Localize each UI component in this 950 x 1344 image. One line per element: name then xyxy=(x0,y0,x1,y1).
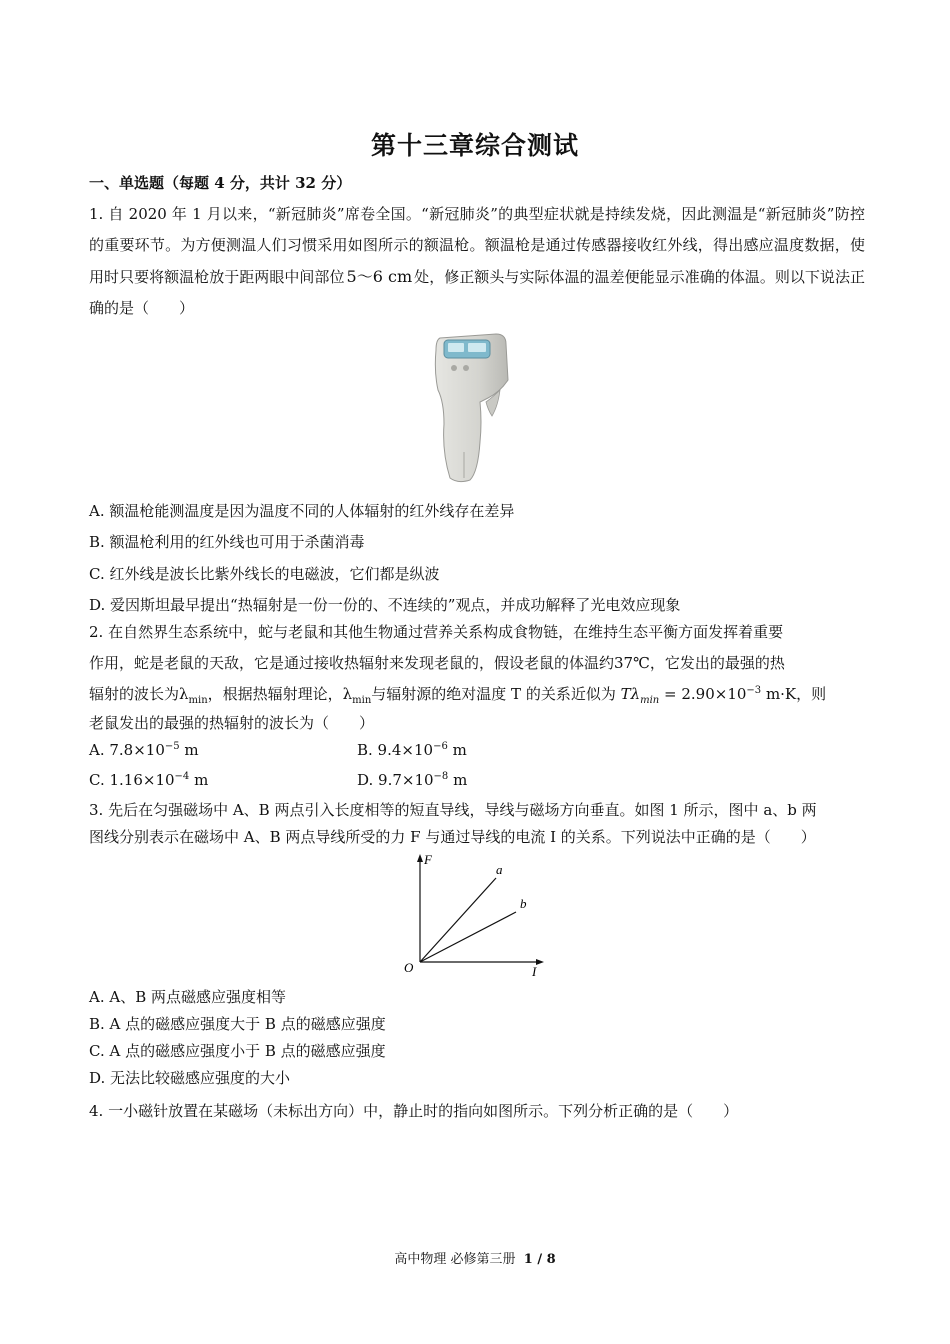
q2-line-2: 作用，蛇是老鼠的天敌，它是通过接收热辐射来发现老鼠的，假设老鼠的体温约37℃，它发出的最强的热 xyxy=(89,654,785,672)
q3-option-b: B. A 点的磁感应强度大于 B 点的磁感应强度 xyxy=(89,1015,386,1033)
q1-option-a: A. 额温枪能测温度是因为温度不同的人体辐射的红外线存在差异 xyxy=(89,502,515,520)
q2-line-4: 老鼠发出的最强的热辐射的波长为（ ） xyxy=(89,714,375,732)
q2-option-c: C. $1.16\times 10^{-4}$ m xyxy=(89,771,209,789)
q3-line-2: 图线分别表示在磁场中 A、B 两点导线所受的力 F 与通过导线的电流 I 的关系。下列说法中正确的是（ ） xyxy=(89,828,816,846)
q2-option-a: A. $7.8\times 10^{-5}$ m xyxy=(89,741,199,759)
q2-option-d: D. $9.7\times 10^{-8}$ m xyxy=(357,771,468,789)
y-axis-label: F xyxy=(424,852,432,867)
distance-value: 5～6 cm xyxy=(346,267,413,286)
q4-text: 4. 一小磁针放置在某磁场（未标出方向）中，静止时的指向如图所示。下列分析正确的是（ ） xyxy=(89,1102,739,1120)
q3-option-a: A. A、B 两点磁感应强度相等 xyxy=(89,988,286,1006)
q2-option-b: B. $9.4\times 10^{-6}$ m xyxy=(357,741,467,759)
x-axis-arrow-icon xyxy=(536,959,544,965)
x-axis-label: I xyxy=(532,964,537,978)
q2-line-1: 2. 在自然界生态系统中，蛇与老鼠和其他生物通过营养关系构成食物链，在维持生态平衡方面发挥着重要 xyxy=(89,623,784,641)
q3-option-d: D. 无法比较磁感应强度的大小 xyxy=(89,1069,291,1087)
q3-option-c: C. A 点的磁感应强度小于 B 点的磁感应强度 xyxy=(89,1042,386,1060)
q1-option-d: D. 爱因斯坦最早提出“热辐射是一份一份的、不连续的”观点，并成功解释了光电效应现象 xyxy=(89,596,681,614)
wien-formula: $T\lambda_{min}$ xyxy=(620,685,660,706)
section-heading: 一、单选题（每题 4 分，共计 32 分） xyxy=(89,174,352,192)
q1-option-c: C. 红外线是波长比紫外线长的电磁波，它们都是纵波 xyxy=(89,565,440,583)
line-a-label: a xyxy=(496,862,503,877)
q2-line-3: 辐射的波长为$\lambda_{min}$，根据热辐射理论，$\lambda_{min}$与辐射源的绝对温度 T 的关系近似为 $T\lambda_{min} = 2.90\times 10^{-3}$ m·K，则 xyxy=(89,685,827,706)
line-b-label: b xyxy=(520,896,527,911)
footer-course: 高中物理 必修第三册 xyxy=(394,1252,516,1267)
line-a xyxy=(420,878,496,962)
line-b xyxy=(420,912,516,962)
page-title: 第十三章综合测试 xyxy=(370,131,579,160)
origin-label: O xyxy=(404,960,414,975)
question-1-text: 1. 自 2020 年 1 月以来，“新冠肺炎”席卷全国。“新冠肺炎”的典型症状就是持续发烧，因此测温是“新冠肺炎”防控的重要环节。为方便测温人们习惯采用如图所示的额温枪。额温枪是通过传感器接收红外线，得出感应温度数据，使用时只要将额温枪放于距两眼中间部位 5～6 cm 处，修正额头与实际体温的温差便能显示准确的体温。则以下说法正确的是（ ） xyxy=(89,205,865,317)
page-footer xyxy=(0,1248,950,1267)
q1-option-b: B. 额温枪利用的红外线也可用于杀菌消毒 xyxy=(89,533,365,551)
y-axis-arrow-icon xyxy=(417,854,423,862)
page-number: 1 / 8 xyxy=(523,1252,556,1267)
q3-line-1: 3. 先后在匀强磁场中 A、B 两点引入长度相等的短直导线，导线与磁场方向垂直。如图 1 所示，图中 a、b 两 xyxy=(89,801,817,819)
force-current-graph xyxy=(398,850,548,978)
thermometer-gun-image xyxy=(430,332,518,484)
